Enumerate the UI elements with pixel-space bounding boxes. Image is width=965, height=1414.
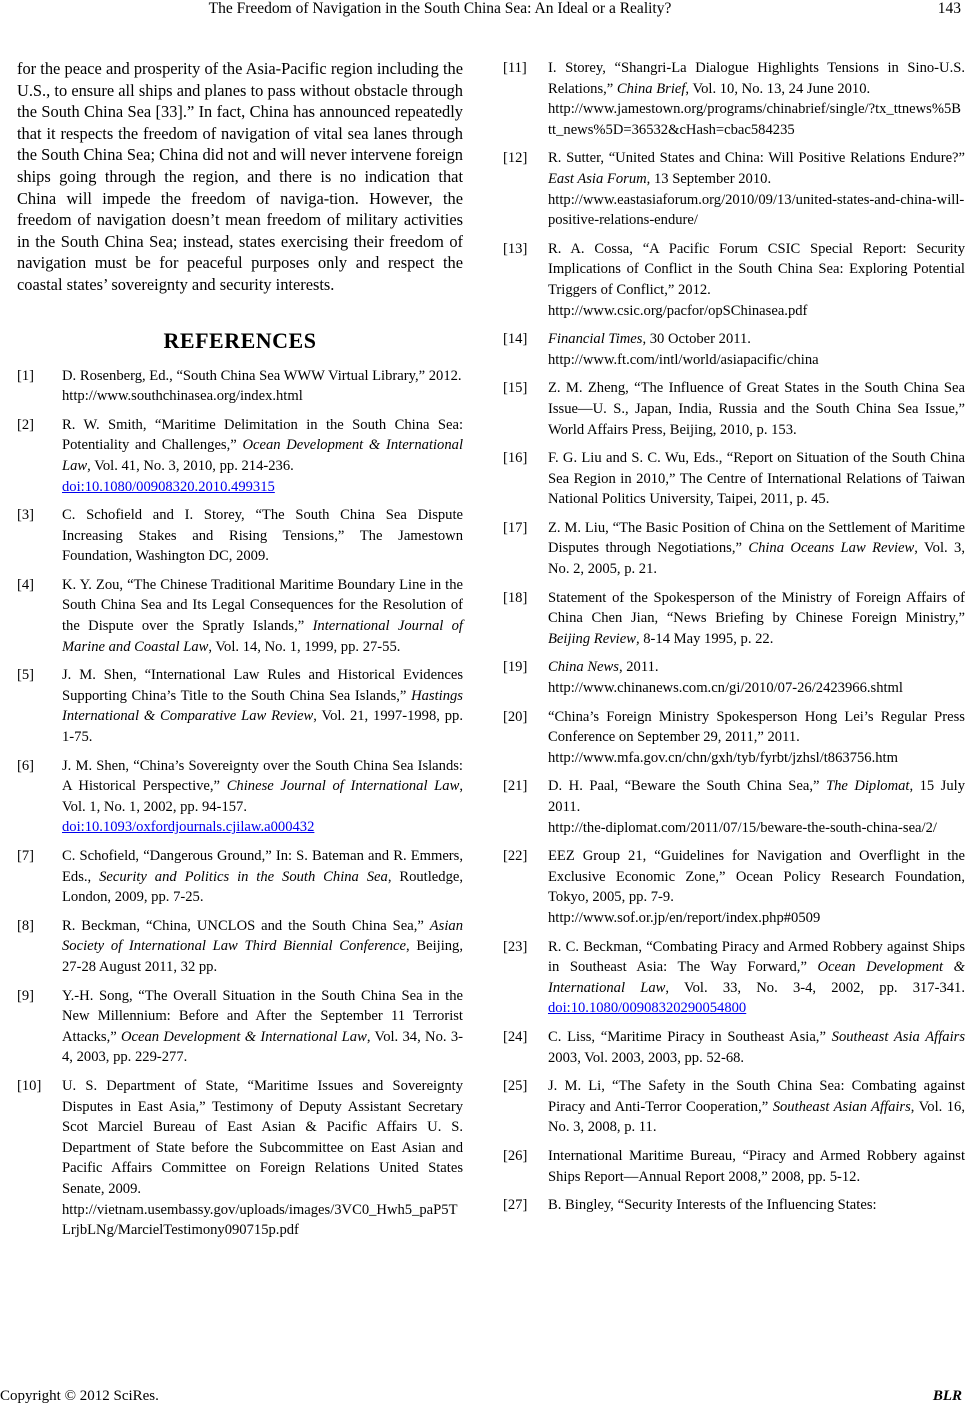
reference-url: http://www.jamestown.org/programs/chinabrief/single/?tx_ttnews%5Btt_news%5D=36532&cHash=cbac584235 xyxy=(548,101,962,138)
doi-link[interactable]: doi:10.1093/oxfordjournals.cjilaw.a000432 xyxy=(62,819,315,836)
reference-item xyxy=(503,448,965,510)
reference-text xyxy=(548,1076,965,1138)
reference-list-left xyxy=(17,366,463,1241)
reference-number: [19] xyxy=(503,659,528,676)
reference-text xyxy=(548,1027,965,1068)
reference-segment: D. Rosenberg, Ed., “South China Sea WWW Virtual Library,” 2012. xyxy=(62,367,462,384)
reference-url: http://www.ft.com/intl/world/asiapacific/china xyxy=(548,351,819,368)
reference-title-italic: Ocean Development & International Law xyxy=(121,1028,367,1045)
reference-segment: , Vol. 21, 1997-1998, pp. 1-75. xyxy=(62,708,463,746)
copyright-notice: Copyright © 2012 SciRes. xyxy=(0,1388,159,1404)
reference-number: [27] xyxy=(503,1197,528,1214)
reference-url: http://vietnam.usembassy.gov/uploads/images/3VC0_Hwh5_paP5TLrjbLNg/MarcielTestimony090715p.pdf xyxy=(62,1201,458,1239)
reference-item xyxy=(17,415,463,497)
reference-segment: Z. M. Liu, “The Basic Position of China on the Settlement of Maritime Disputes through Negotiations,” xyxy=(548,519,965,557)
reference-number: [13] xyxy=(503,240,528,257)
reference-text xyxy=(62,415,463,497)
reference-title-italic: Asian Society of International Law Third Biennial Conference xyxy=(62,917,463,955)
reference-item xyxy=(17,986,463,1068)
reference-segment: , Vol. 16, No. 3, 2008, p. 11. xyxy=(548,1098,965,1136)
reference-number: [18] xyxy=(503,589,528,606)
reference-title-italic: Southeast Asian Affairs xyxy=(772,1098,911,1115)
reference-number: [9] xyxy=(17,987,35,1004)
reference-list-right xyxy=(503,58,965,1216)
reference-segment: , 30 October 2011. xyxy=(642,331,751,348)
reference-segment: C. Schofield, “Dangerous Ground,” In: S. Bateman and R. Emmers, Eds., xyxy=(62,848,463,885)
reference-number: [11] xyxy=(503,60,527,76)
right-column xyxy=(503,58,965,1224)
reference-segment: , Vol. 41, No. 3, 2010, pp. 214-236. xyxy=(87,457,294,474)
reference-text xyxy=(62,366,463,407)
reference-segment: R. C. Beckman, “Combating Piracy and Armed Robbery against Ships in Southeast Asia: The Way Forward,” xyxy=(548,938,965,976)
reference-number: [23] xyxy=(503,938,528,955)
reference-segment: , Vol. 33, No. 3-4, 2002, pp. 317-341. xyxy=(665,979,965,996)
reference-segment: R. Sutter, “United States and China: Will Positive Relations Endure?” xyxy=(548,150,965,167)
reference-segment: EEZ Group 21, “Guidelines for Navigation and Overflight in the Exclusive Economic Zone,” Ocean Policy Research Foundation, Tokyo, 2005, pp. 7-9. xyxy=(548,848,965,906)
reference-number: [12] xyxy=(503,150,528,167)
reference-url: http://www.eastasiaforum.org/2010/09/13/united-states-and-china-will-positive-relations-endure/ xyxy=(548,191,965,229)
reference-segment: Y.-H. Song, “The Overall Situation in the South China Sea in the New Millennium: Before and After the September 11 Terrorist Attacks,” xyxy=(62,987,463,1045)
reference-segment: , 8-14 May 1995, p. 22. xyxy=(635,630,774,647)
reference-text xyxy=(548,846,965,928)
body-paragraph: for the peace and prosperity of the Asia-Pacific region including the U.S., to ensure all ships and planes to pass without obstacle through the South China Sea [33].” In fact, China has announced repeatedly that it respects the freedom of navigation of vital sea lanes through the South China Sea; China did not and will never intervene foreign ships going through the region, and there is no indication that China will impede the freedom of naviga-tion. However, the freedom of navigation doesn’t mean freedom of military activities in the South China Sea; instead, states exercising their freedom of navigation must be for peaceful purposes only and respect the coastal states’ sovereignty and security interests. xyxy=(17,59,463,294)
reference-number: [7] xyxy=(17,848,35,864)
reference-number: [17] xyxy=(503,519,528,536)
reference-number: [15] xyxy=(503,380,528,397)
reference-number: [1] xyxy=(17,367,35,384)
page-number: 143 xyxy=(937,0,961,17)
reference-title-italic: China Brief xyxy=(616,80,686,97)
reference-text xyxy=(548,148,965,230)
reference-segment: R. Beckman, “China, UNCLOS and the South China Sea,” xyxy=(62,917,430,934)
reference-text xyxy=(548,776,965,838)
reference-url: http://www.chinanews.com.cn/gi/2010/07-26/2423966.shtml xyxy=(548,680,903,697)
reference-segment: , Vol. 34, No. 3-4, 2003, pp. 229-277. xyxy=(62,1028,463,1066)
reference-title-italic: Financial Times xyxy=(548,331,643,348)
reference-segment: K. Y. Zou, “The Chinese Traditional Maritime Boundary Line in the South China Sea and Its Legal Consequences for the Resolution of the Dispute over the Spratly Islands,” xyxy=(62,576,463,635)
reference-item xyxy=(503,657,965,698)
reference-text xyxy=(548,378,965,440)
reference-number: [16] xyxy=(503,450,528,467)
reference-url: http://the-diplomat.com/2011/07/15/beware-the-south-china-sea/2/ xyxy=(548,819,937,836)
reference-text xyxy=(62,1076,463,1241)
reference-segment: , Vol. 3, No. 2, 2005, p. 21. xyxy=(548,540,965,578)
reference-number: [22] xyxy=(503,848,528,865)
left-column xyxy=(17,58,463,1249)
reference-item xyxy=(17,1076,463,1241)
reference-item xyxy=(17,756,463,838)
reference-segment: R. A. Cossa, “A Pacific Forum CSIC Special Report: Security Implications of Conflict in the South China Sea: Exploring Potential Triggers of Conflict,” 2012. xyxy=(548,240,965,298)
reference-segment: B. Bingley, “Security Interests of the Influencing States: xyxy=(548,1197,877,1214)
reference-url: http://www.southchinasea.org/index.html xyxy=(62,388,303,405)
reference-text xyxy=(548,1146,965,1187)
reference-text xyxy=(62,665,463,747)
reference-text xyxy=(548,329,965,370)
reference-number: [21] xyxy=(503,778,528,795)
running-title: The Freedom of Navigation in the South China Sea: An Ideal or a Reality? xyxy=(208,0,672,17)
reference-segment: J. M. Shen, “China’s Sovereignty over the South China Sea Islands: A Historical Perspective,” xyxy=(62,757,463,795)
reference-text xyxy=(62,986,463,1068)
reference-number: [4] xyxy=(17,576,35,593)
reference-title-italic: Security and Politics in the South China Sea xyxy=(99,868,388,885)
reference-url: http://www.mfa.gov.cn/chn/gxh/tyb/fyrbt/jzhsl/t863756.htm xyxy=(548,749,898,766)
reference-number: [24] xyxy=(503,1028,528,1045)
running-header xyxy=(0,0,965,22)
reference-title-italic: The Diplomat xyxy=(825,778,910,795)
reference-text xyxy=(548,239,965,321)
reference-item xyxy=(503,378,965,440)
reference-segment: Z. M. Zheng, “The Influence of Great States in the South China Sea Issue—U. S., Japan, India, Russia and the South China Sea Issue,” World Affairs Press, Beijing, 2010, p. 153. xyxy=(548,380,965,438)
reference-segment: 2003, Vol. 2003, 2003, pp. 52-68. xyxy=(548,1049,745,1066)
reference-segment: , Vol. 10, No. 13, 24 June 2010. xyxy=(685,80,871,97)
reference-item xyxy=(503,329,965,370)
reference-number: [6] xyxy=(17,757,35,774)
reference-segment: , 2011. xyxy=(618,659,659,676)
doi-link[interactable]: doi:10.1080/00908320290054800 xyxy=(548,1000,747,1017)
reference-segment: International Maritime Bureau, “Piracy and Armed Robbery against Ships Report—Annual Report 2008,” 2008, pp. 5-12. xyxy=(548,1147,965,1185)
reference-item xyxy=(503,776,965,838)
reference-title-italic: International Journal of Marine and Coastal Law xyxy=(62,618,463,655)
reference-item xyxy=(503,588,965,650)
reference-item xyxy=(503,148,965,230)
reference-segment: , Beijing, 27-28 August 2011, 32 pp. xyxy=(62,938,463,975)
reference-text xyxy=(548,518,965,580)
reference-item xyxy=(503,1027,965,1068)
reference-text xyxy=(62,846,463,908)
reference-number: [8] xyxy=(17,917,35,934)
reference-item xyxy=(17,505,463,567)
reference-text xyxy=(548,657,965,698)
reference-title-italic: Ocean Development & International Law xyxy=(548,959,965,996)
reference-segment: J. M. Shen, “International Law Rules and Historical Evidences Supporting China’s Title to the South China Sea Islands,” xyxy=(62,667,463,704)
reference-url: http://www.sof.or.jp/en/report/index.php#0509 xyxy=(548,909,821,926)
reference-segment: C. Schofield and I. Storey, “The South China Sea Dispute Increasing Stakes and Rising Tensions,” The Jamestown Foundation, Washington DC, 2009. xyxy=(62,507,463,565)
reference-segment: C. Liss, “Maritime Piracy in Southeast Asia,” xyxy=(548,1028,832,1045)
reference-text xyxy=(548,448,965,510)
reference-title-italic: China News xyxy=(548,659,619,676)
reference-item xyxy=(503,707,965,769)
reference-text xyxy=(62,916,463,978)
reference-item xyxy=(503,1195,965,1216)
reference-title-italic: Southeast Asia Affairs xyxy=(831,1028,965,1045)
reference-segment: , Vol. 1, No. 1, 2002, pp. 94-157. xyxy=(62,778,463,815)
reference-segment: I. Storey, “Shangri-La Dialogue Highlights Tensions in Sino-U.S. Relations,” xyxy=(548,60,965,97)
reference-text xyxy=(62,505,463,567)
reference-segment: “China’s Foreign Ministry Spokesperson Hong Lei’s Regular Press Conference on September 29, 2011,” 2011. xyxy=(548,708,965,746)
reference-item xyxy=(503,1076,965,1138)
reference-segment: R. W. Smith, “Maritime Delimitation in the South China Sea: Potentiality and Challenges,” xyxy=(62,416,463,454)
reference-text xyxy=(62,756,463,838)
reference-number: [5] xyxy=(17,667,35,684)
reference-number: [20] xyxy=(503,708,528,725)
doi-link[interactable]: doi:10.1080/00908320.2010.499315 xyxy=(62,478,275,495)
reference-number: [3] xyxy=(17,507,35,524)
journal-abbreviation: BLR xyxy=(932,1388,962,1404)
reference-number: [26] xyxy=(503,1147,528,1164)
reference-title-italic: China Oceans Law Review xyxy=(748,540,915,557)
reference-text xyxy=(548,588,965,650)
reference-item xyxy=(17,916,463,978)
reference-item xyxy=(17,665,463,747)
reference-segment: , 13 September 2010. xyxy=(646,170,772,187)
reference-item xyxy=(503,1146,965,1187)
reference-segment: , Routledge, London, 2009, pp. 7-25. xyxy=(62,868,463,906)
reference-title-italic: Hastings International & Comparative Law Review xyxy=(62,687,463,725)
reference-text xyxy=(62,575,463,657)
reference-title-italic: Beijing Review xyxy=(548,630,636,647)
references-heading: REFERENCES xyxy=(163,327,317,353)
reference-segment: J. M. Li, “The Safety in the South China Sea: Combating against Piracy and Anti-Terror Cooperation,” xyxy=(548,1078,965,1115)
reference-item xyxy=(503,239,965,321)
reference-text xyxy=(548,1195,965,1216)
reference-segment: , 15 July 2011. xyxy=(548,778,965,815)
reference-number: [25] xyxy=(503,1078,528,1095)
reference-segment: D. H. Paal, “Beware the South China Sea,” xyxy=(548,778,826,795)
reference-item xyxy=(17,575,463,657)
reference-item xyxy=(17,846,463,908)
reference-title-italic: Chinese Journal of International Law xyxy=(226,778,460,795)
reference-number: [14] xyxy=(503,331,528,348)
reference-title-italic: Ocean Development & International Law xyxy=(62,437,464,474)
reference-item xyxy=(503,846,965,928)
reference-item xyxy=(503,937,965,1019)
reference-url: http://www.csic.org/pacfor/opSChinasea.pdf xyxy=(548,302,808,319)
reference-segment: Statement of the Spokesperson of the Ministry of Foreign Affairs of China Chen Jian, “News Briefing by Chinese Foreign Ministry,” xyxy=(548,589,965,627)
reference-text xyxy=(548,58,965,140)
reference-item xyxy=(503,518,965,580)
reference-number: [10] xyxy=(17,1077,42,1094)
reference-item xyxy=(503,58,965,140)
reference-text xyxy=(548,707,965,769)
reference-title-italic: East Asia Forum xyxy=(548,170,647,187)
reference-item xyxy=(17,366,463,407)
reference-number: [2] xyxy=(17,416,35,433)
reference-segment: U. S. Department of State, “Maritime Issues and Sovereignty Disputes in East Asia,” Testimony of Deputy Assistant Secretary Scot Marciel Bureau of East Asian & Pacific Affairs U. S. Department of State before the Subcommittee on East Asian and Pacific Affairs Committee on Foreign Relations United States Senate, 2009. xyxy=(62,1077,463,1197)
reference-text xyxy=(548,937,965,1019)
reference-segment: F. G. Liu and S. C. Wu, Eds., “Report on Situation of the South China Sea Region in 2010,” The Centre of International Relations of Taiwan National Politics University, Taipei, 2011, p. 45. xyxy=(548,450,965,508)
reference-segment: , Vol. 14, No. 1, 1999, pp. 27-55. xyxy=(208,638,401,655)
